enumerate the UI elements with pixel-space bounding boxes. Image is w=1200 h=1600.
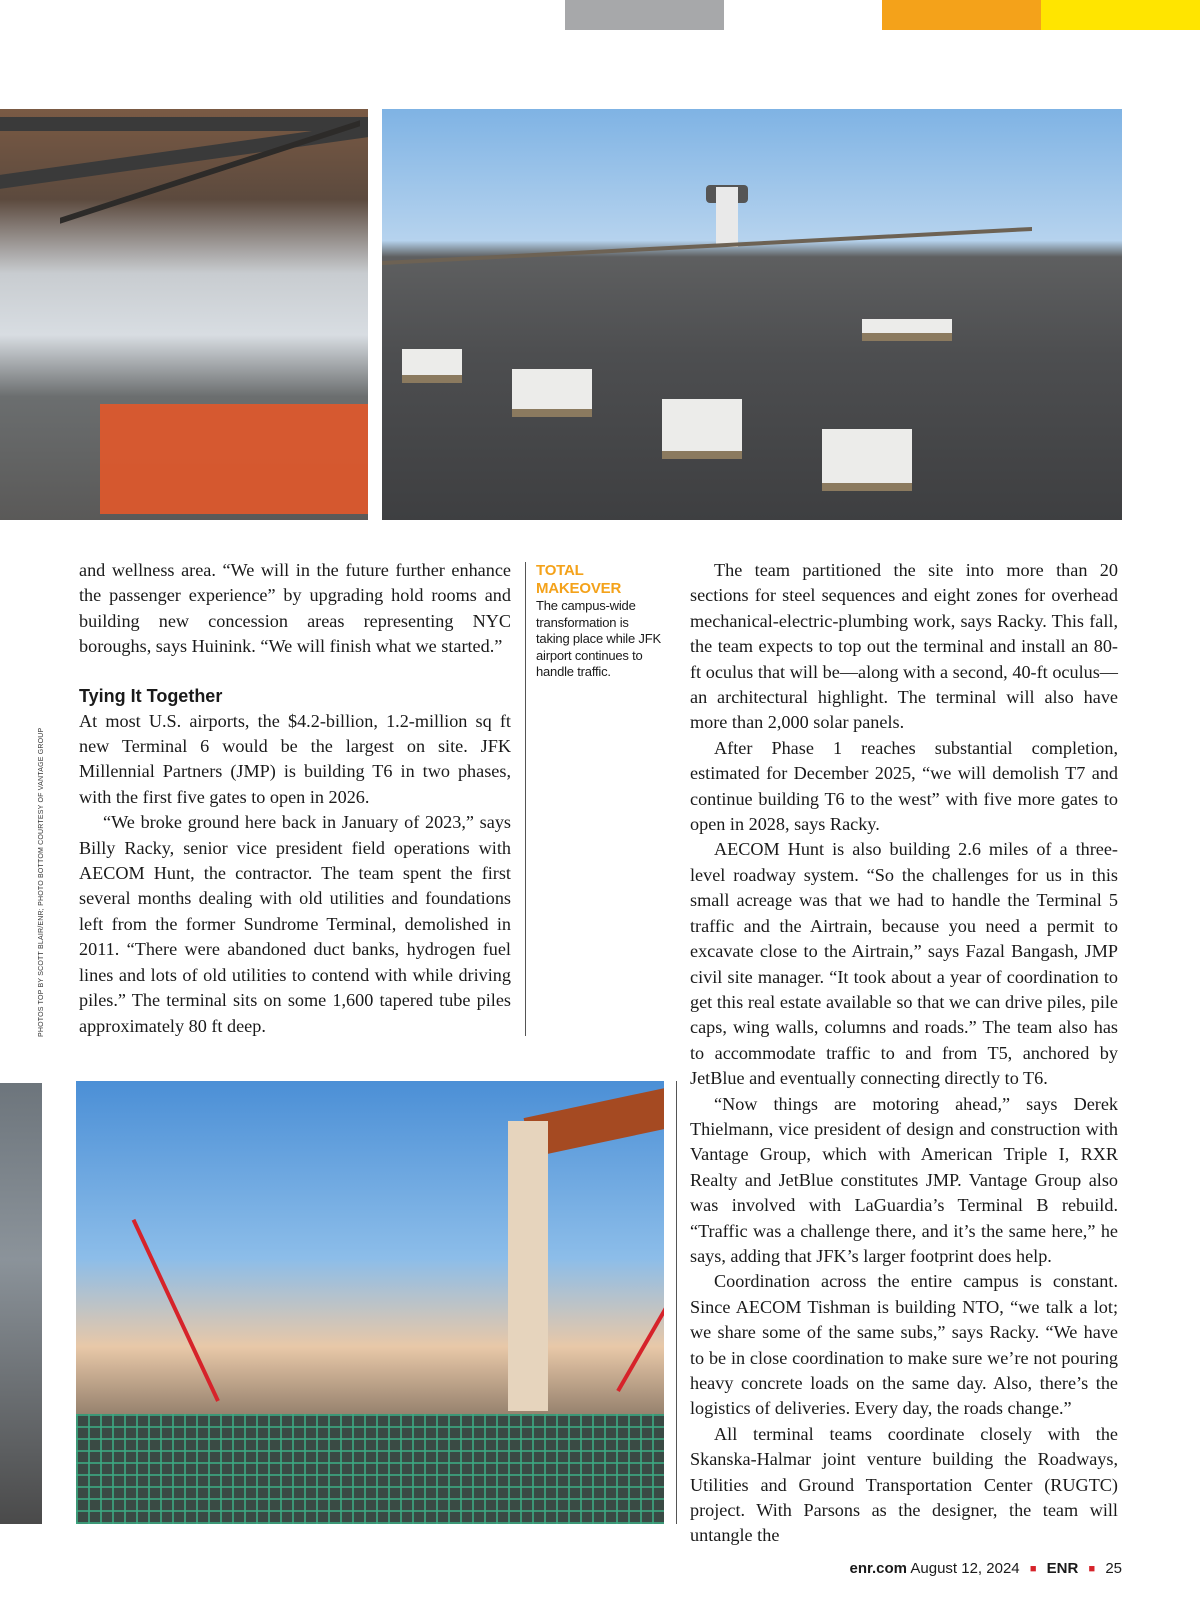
article-column-3 [690, 558, 1118, 1549]
photo-concrete-pour-crew [76, 1081, 664, 1524]
paragraph: The team partitioned the site into more than 20 sections for steel sequences and eight zones for overhead mechanical-electric-plumbing work, says Racky. This fall, the team expects to top out the terminal and install an 80-ft oculus that will be—along with a second, 40-ft oculus—an architectural highlight. The terminal will also have more than 2,000 solar panels. [690, 560, 1118, 733]
photo-caption [536, 562, 664, 681]
caption-body: The campus-wide transformation is taking place while JFK airport continues to handle traffic. [536, 598, 661, 679]
paragraph: All terminal teams coordinate closely with the Skanska-Halmar joint venture building the Roadways, Utilities and Ground Transportation Center (RUGTC) project. With Parsons as the designer, the team will untangle the [690, 1423, 1118, 1546]
footer-magazine: ENR [1046, 1560, 1079, 1577]
paragraph: AECOM Hunt is also building 2.6 miles of a three-level roadway system. “So the challenges for us in this small acreage was that we had to handle the Terminal 5 traffic and the Airtrain, because you need a permit to excavate close to the Airtrain,” says Fazal Bangash, JMP civil site manager. “It took about a year of coordination to get this real estate available so that we can drive piles, pile caps, wing walls, columns and roads.” The team also has to accommodate traffic to and from T5, anchored by JetBlue and eventually connecting directly to T6. [690, 839, 1118, 1089]
paragraph: “We broke ground here back in January of 2023,” says Billy Racky, senior vice president field operations with AECOM Hunt, the contractor. The team spent the first several months dealing with old utilities and foundations left from the former Sundrome Terminal, demolished in 2011. “There were abandoned duct banks, hydrogen fuel lines and lots of old utilities to contend with while driving piles.” The terminal sits on some 1,600 tapered tube piles approximately 80 ft deep. [79, 812, 511, 1036]
page-number: 25 [1105, 1560, 1122, 1577]
photo-parking-structure-edge [0, 1083, 42, 1524]
photo-terminal-canopy-steel [0, 109, 368, 520]
caption-divider [525, 562, 526, 1036]
header-bar-gray [565, 0, 724, 30]
paragraph: After Phase 1 reaches substantial completion, estimated for December 2025, “we will demolish T7 and continue building T6 to the west” with five more gates to open in 2028, says Racky. [690, 737, 1118, 835]
footer-separator-square: ■ [1029, 1563, 1037, 1575]
footer-site: enr.com [849, 1560, 908, 1577]
photo-credit: PHOTOS TOP BY SCOTT BLAIR/ENR; PHOTO BOTTOM COURTESY OF VANTAGE GROUP [38, 727, 45, 1037]
footer-separator-square: ■ [1088, 1563, 1096, 1575]
paragraph: Coordination across the entire campus is constant. Since AECOM Tishman is building NTO, “we talk a lot; we share some of the same subs,” says Racky. “We have to be in close coordination to make sure we’re not pouring heavy concrete loads on the same day. Also, there’s the logistics of deliveries. Every day, the roads change.” [690, 1271, 1118, 1419]
header-bar-yellow [1041, 0, 1200, 30]
paragraph: “Now things are motoring ahead,” says Derek Thielmann, vice president of design and construction with Vantage Group, which with American Triple I, RXR Realty and JetBlue constitutes JMP. Vantage Group also was involved with LaGuardia’s Terminal B rebuild. “Traffic was a challenge there, and it’s the same here,” he says, adding that JFK’s larger footprint does help. [690, 1093, 1118, 1266]
photo-terminal-rooftop [382, 109, 1122, 520]
page-footer [700, 1560, 1122, 1577]
footer-date: August 12, 2024 [910, 1560, 1020, 1577]
header-bar-orange [882, 0, 1041, 30]
caption-title: TOTAL MAKEOVER [536, 562, 622, 597]
paragraph: At most U.S. airports, the $4.2-billion, 1.2-million sq ft new Terminal 6 would be the largest on site. JFK Millennial Partners (JMP) is building T6 in two phases, with the first five gates to open in 2026. [79, 710, 511, 807]
column-divider [676, 1081, 677, 1524]
article-column-1 [79, 558, 511, 1039]
paragraph: and wellness area. “We will in the future further enhance the passenger experience” by upgrading hold rooms and building new concession areas representing NYC boroughs, says Huinink. “We will finish what we started.” [79, 560, 511, 657]
section-subhead: Tying It Together [79, 685, 223, 706]
